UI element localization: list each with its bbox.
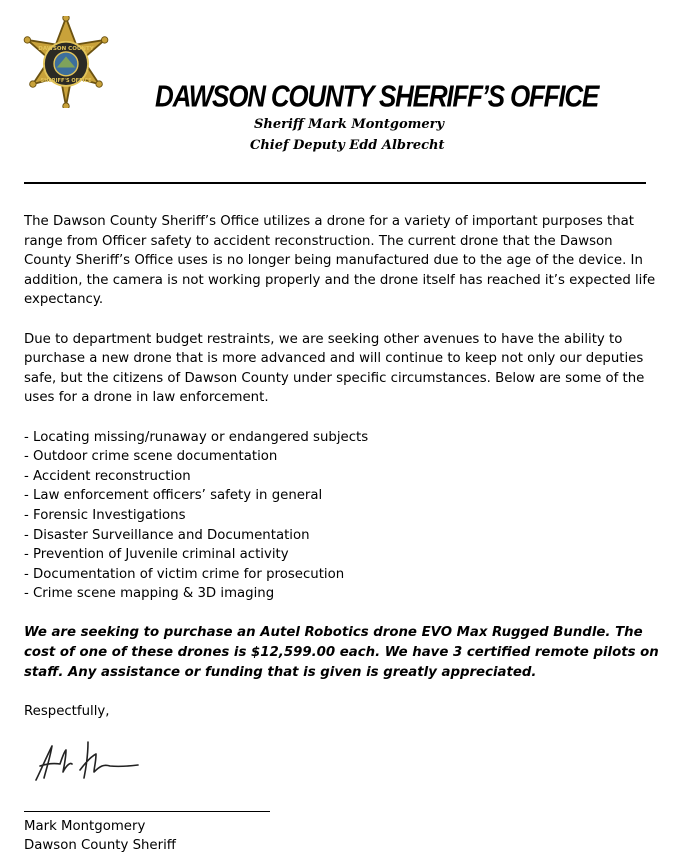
funding-request-paragraph: We are seeking to purchase an Autel Robotics drone EVO Max Rugged Bundle. The cost of one of these drones is $12,599.00 each. We have 3 certified remote pilots on staff. Any assistance or funding that is given is greatly appreciated.	[24, 625, 659, 680]
signature-line	[24, 811, 270, 812]
list-item: - Locating missing/runaway or endangered subjects	[24, 429, 369, 445]
sheriff-star-badge-icon	[20, 16, 112, 108]
header-divider	[24, 182, 646, 184]
list-item: - Outdoor crime scene documentation	[24, 449, 278, 465]
sheriff-name: Sheriff Mark Montgomery	[254, 117, 445, 132]
list-item: - Prevention of Juvenile criminal activity	[24, 547, 289, 563]
list-item: - Crime scene mapping & 3D imaging	[24, 586, 275, 602]
list-item: - Law enforcement officers’ safety in general	[24, 488, 323, 504]
chief-deputy-name: Chief Deputy Edd Albrecht	[250, 138, 445, 153]
signer-title: Dawson County Sheriff	[24, 838, 176, 853]
list-item: - Accident reconstruction	[24, 468, 191, 484]
signer-name: Mark Montgomery	[24, 819, 146, 834]
list-item: - Forensic Investigations	[24, 507, 186, 523]
intro-paragraph: The Dawson County Sheriff’s Office utilizes a drone for a variety of important purposes that range from Officer safety to accident reconstruction. The current drone that the Dawson County Sheriff’s Office uses is no longer being manufactured due to the age of the device. In addition, the camera is not working properly and the drone itself has reached it’s expected life expectancy.	[24, 214, 656, 308]
signature-block	[24, 817, 176, 855]
list-item: - Disaster Surveillance and Documentation	[24, 527, 310, 543]
badge-text-top: DAWSON COUNTY	[38, 46, 94, 53]
office-title: DAWSON COUNTY SHERIFF’S OFFICE	[155, 78, 599, 114]
drone-uses-list	[24, 428, 664, 604]
closing-salutation: Respectfully,	[24, 703, 110, 719]
badge-text-bottom: SHERIFF'S OFFICE	[40, 78, 92, 85]
list-item: - Documentation of victim crime for prosecution	[24, 566, 345, 582]
handwritten-signature-icon	[30, 736, 142, 786]
budget-paragraph: Due to department budget restraints, we are seeking other avenues to have the ability to purchase a new drone that is more advanced and will continue to keep not only our deputies safe, but the citizens of Dawson County under specific circumstances. Below are some of the uses for a drone in law enforcement.	[24, 331, 645, 406]
letter-body	[24, 212, 664, 721]
